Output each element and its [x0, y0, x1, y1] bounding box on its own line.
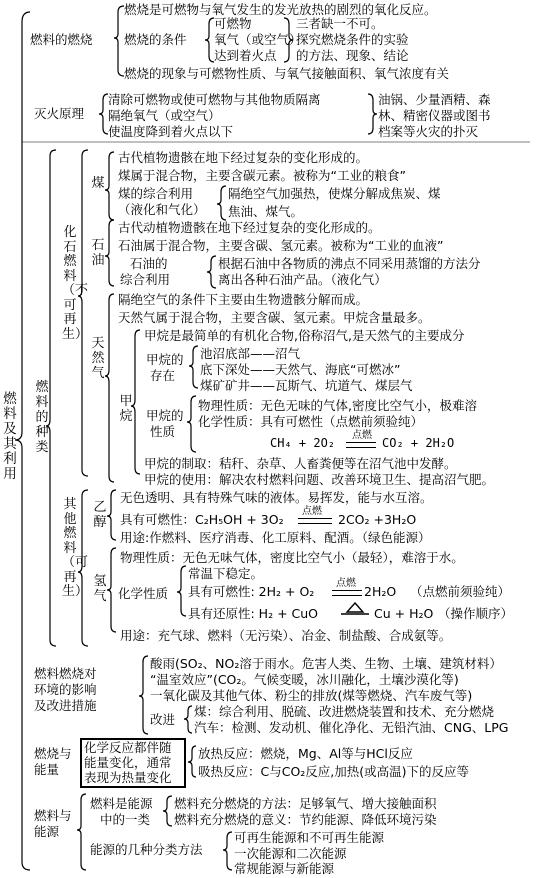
energy-source-line: 中的一类: [100, 812, 151, 827]
energy-classification-item: 可再生能源和不可再生能源: [234, 830, 385, 845]
energy-source-title: 能源: [34, 824, 60, 839]
endothermic-reaction: 吸热反应：C与CO₂反应,加热(或高温)下的反应等: [198, 764, 470, 779]
improve-line: 汽车：检测、发动机、催化净化、无铅汽油、CNG、LPG: [194, 720, 509, 735]
oil-line: 古代动植物遗骸在地下经过复杂的变化形成的。: [118, 220, 381, 235]
methane-line: 甲烷是最简单的有机化合物,俗称沼气,是天然气的主要成分: [144, 328, 465, 343]
oil-line: 离出各种石油产品。（液化气）: [218, 272, 387, 287]
ethanol-line: 无色透明、具有特殊气味的液体。易挥发，能与水互溶。: [120, 490, 433, 505]
root-title: 燃料及其利用: [3, 391, 17, 482]
condition-item: 可燃物: [214, 16, 252, 31]
hydrogen-reducing-note: （操作顺序）: [438, 606, 514, 621]
full-combustion-method: 燃料充分燃烧的方法：足够氧气、增大接触面积: [174, 796, 437, 811]
heat-triangle-icon: [340, 602, 370, 616]
env-line: “温室效应”(CO₂。气候变暖，冰川融化，土壤沙漠化等): [150, 672, 459, 687]
methane-property-label: 甲烷的: [146, 408, 184, 423]
oil-line: 根据石油中各物质的沸点不同采用蒸馏的方法分: [218, 256, 481, 271]
methane-usage: 甲烷的使用：解决农村燃料问题、改善环境卫生、提高沼气肥。: [144, 472, 495, 487]
ethanol-equation-right: 2CO₂ +3H₂O: [338, 512, 417, 527]
energy-source-line: 燃料是能源: [90, 796, 153, 811]
methane-equation-left: CH₄ + 2O₂: [270, 436, 336, 450]
extinguish-example: 油锅、少量酒精、森: [378, 92, 491, 107]
methane-physical: 物理性质：无色无味的气体,密度比空气小，极难溶: [198, 398, 477, 413]
extinguish-item: 隔绝氧气（或空气）: [108, 108, 221, 123]
hydrogen-reducing: 具有还原性: H₂ + CuO: [188, 606, 319, 621]
oil-line: 综合利用: [120, 272, 171, 287]
methane-existence-item: 煤矿矿井——瓦斯气、坑道气、煤层气: [200, 378, 413, 393]
ethanol-usage: 用途:作燃料、医疗消毒、化工原料、配酒。（绿色能源）: [120, 530, 431, 545]
hydrogen-physical: 物理性质：无色无味气体，密度比空气小（最轻），难溶于水。: [120, 550, 464, 565]
methane-existence-item: 池沼底部——沼气: [200, 346, 301, 361]
energy-note-line: 能量变化，通常: [84, 755, 172, 770]
methane-existence-item: 底下深处——天然气、海底“可燃冰”: [200, 362, 401, 377]
env-line: 酸雨(SO₂、NO₂溶于雨水。危害人类、生物、土壤、建筑材料）: [150, 656, 502, 671]
equation-double-line: [346, 442, 376, 448]
oil-line: 石油的: [130, 256, 168, 271]
coal-line: （液化和气化）: [118, 202, 206, 217]
condition-item: 氧气（或空气）: [214, 32, 302, 47]
gas-line: 隔绝空气的条件下主要由生物遗骸分解而成。: [118, 292, 369, 307]
methane-property-label: 性质: [150, 424, 176, 439]
methane-equation-condition: 点燃: [352, 430, 372, 441]
methane-equation-right: CO₂ + 2H₂O: [382, 436, 455, 450]
oil-title: 石油: [91, 238, 105, 268]
extinguish-example: 档案等火灾的扑灭: [378, 124, 479, 139]
condition-note: 三者缺一不可。: [296, 16, 384, 31]
methane-existence-label: 存在: [150, 368, 176, 383]
coal-line: 煤属于混合物，主要含碳元素。被称为“工业的粮食”: [118, 168, 406, 183]
env-line: 一氧化碳及其他气体、粉尘的排放(煤等燃烧、汽车废气等): [150, 688, 473, 703]
fossil-fuel-label: 化石燃料（不可再生）: [62, 225, 89, 342]
other-fuel-label: 其他燃料（可再生）: [62, 497, 89, 599]
improve-line: 煤：综合利用、脱硫、改进燃烧装置和技术、充分燃烧: [194, 704, 495, 719]
extinguish-item: 使温度降到着火点以下: [108, 124, 234, 139]
ethanol-condition: 点燃: [302, 506, 322, 517]
hydrogen-usage: 用途：充气球、燃料（无污染）、冶金、制盐酸、合成氨等。: [120, 628, 452, 643]
burning-definition: 燃烧是可燃物与氧气发生的发光放热的剧烈的氧化反应。: [124, 2, 437, 17]
energy-classification-label: 能源的几种分类方法: [90, 842, 203, 857]
methane-title: 甲烷: [119, 394, 133, 424]
hydrogen-title: 氢气: [93, 574, 107, 604]
burning-condition-label: 燃烧的条件: [124, 32, 187, 47]
energy-title: 能量: [34, 762, 60, 777]
hydrogen-reducing-product: Cu + H₂O: [374, 606, 434, 621]
energy-note-line: 化学反应都伴随: [84, 740, 172, 755]
condition-item: 达到着火点: [214, 48, 277, 63]
energy-title: 燃烧与: [34, 746, 72, 761]
coal-title: 煤: [91, 176, 105, 191]
equation-double-line: [332, 590, 362, 596]
coal-line: 焦油、煤气。: [228, 204, 304, 219]
coal-line: 古代植物遗骸在地下经过复杂的变化形成的。: [118, 150, 369, 165]
hydrogen-product: 2H₂O: [364, 584, 397, 599]
full-combustion-meaning: 燃料充分燃烧的意义：节约能源、降低环境污染: [174, 812, 437, 827]
energy-classification-item: 一次能源和二次能源: [234, 846, 347, 861]
condition-note: 的方法、现象、结论: [296, 48, 409, 63]
env-title: 燃料燃烧对: [34, 666, 97, 681]
burning-phenomenon: 燃烧的现象与可燃物性质、与氧气接触面积、氧气浓度有关: [124, 66, 450, 81]
methane-production: 甲烷的制取：秸秆、杂草、人畜粪便等在沼气池中发酵。: [144, 456, 457, 471]
section-title-fuel-types: 燃料的种类: [35, 380, 49, 455]
coal-line: 隔绝空气加强热，使煤分解成焦炭、煤: [228, 186, 441, 201]
coal-line: 煤的综合利用: [118, 186, 194, 201]
hydrogen-condition: 点燃: [336, 578, 356, 589]
energy-note-line: 表现为热量变化: [84, 770, 172, 785]
hydrogen-flammable: 具有可燃性: 2H₂ + O₂: [188, 584, 315, 599]
equation-double-line: [298, 518, 332, 524]
natural-gas-title: 天然气: [91, 336, 105, 381]
env-title: 环境的影响: [34, 682, 97, 697]
energy-classification-item: 常规能源与新能源: [234, 861, 335, 876]
improve-label: 改进: [150, 712, 176, 727]
hydrogen-chemical-label: 化学性质: [118, 586, 169, 601]
oil-line: 石油属于混合物，主要含碳、氢元素。被称为“工业的血液”: [118, 238, 444, 253]
extinguish-example: 林、精密仪器或图书: [378, 108, 491, 123]
hydrogen-chemical-line: 常温下稳定。: [188, 566, 264, 581]
condition-note: 探究燃烧条件的实验: [296, 32, 409, 47]
ethanol-title: 乙醇: [93, 500, 107, 530]
extinguish-item: 清除可燃物或使可燃物与其他物质隔离: [108, 92, 321, 107]
methane-chemical: 化学性质：具有可燃性（点燃前须验纯）: [198, 414, 424, 429]
section-title-burning: 燃料的燃烧: [30, 32, 93, 47]
methane-existence-label: 甲烷的: [146, 352, 184, 367]
hydrogen-note: （点燃前须验纯）: [410, 584, 511, 599]
gas-line: 天然气属于混合物，主要含碳、氢元素。甲烷含量最多。: [118, 310, 431, 325]
ethanol-flammable: 具有可燃性：C₂H₅OH + 3O₂: [120, 512, 284, 527]
exothermic-reaction: 放热反应：燃烧，Mg、Al等与HCl反应: [198, 746, 413, 761]
section-title-extinguish: 灭火原理: [34, 106, 85, 121]
energy-source-title: 燃料与: [34, 808, 72, 823]
env-title: 及改进措施: [34, 698, 97, 713]
